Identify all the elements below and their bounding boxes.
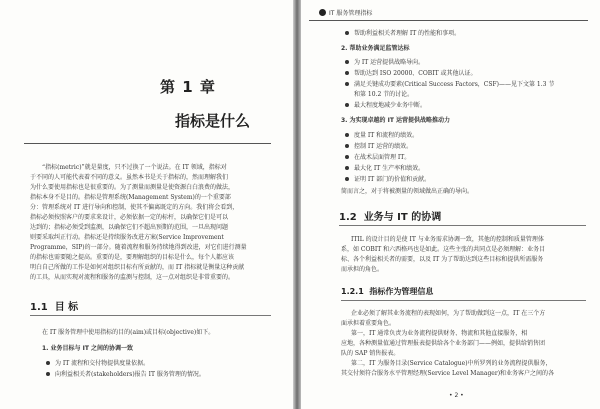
para-line: 队的 SAP 销售报表。	[341, 350, 400, 357]
list-item-text: 向利益相关者(stakeholders)报告 IT 服务管理的情况。	[55, 371, 205, 378]
list-item-text: 控制 IT 运营的绩效。	[354, 143, 413, 150]
para-line: 第一，IT 通常负责为业务流程提供财务、物流和其他直接服务，相	[351, 330, 528, 337]
para-line: 而承担的角色。	[341, 266, 384, 273]
bullet-icon	[46, 361, 50, 365]
para-line: 系，如 COBIT 和六西格玛也是如此。这些主张的共同点是必须理解：业务目	[341, 246, 546, 253]
para-line: 企业必须了解其业务流程的表现如何，为了帮助做到这一点，IT 在三个方	[351, 310, 546, 317]
intro-line: Programme，SIP)的一部分。随着流程和服务持续地得到改进，对它们进行测量	[30, 244, 247, 251]
bullet-icon	[345, 82, 349, 86]
section-number: 1.2	[339, 212, 357, 223]
list-item-text: 最大化 IT 生产率和绩效。	[354, 165, 425, 172]
section-1-1-rule	[30, 315, 271, 316]
intro-line: 指标必须按照客户的要求来设计，必须依据一定的标杆，以确保它们是可以	[30, 214, 229, 221]
page-number: • 2 •	[449, 392, 464, 399]
bullet-icon	[345, 177, 349, 181]
bullet-icon	[345, 166, 349, 170]
right-page	[301, 0, 600, 409]
bullet-icon	[46, 372, 50, 376]
section-1-2-1-heading	[341, 286, 433, 297]
intro-line: “指标(metric)”就是量度，只不过换了一个说法。在 IT 领域，指标对	[42, 164, 227, 171]
para-line: 其交付须符合服务水平管理经理(Service Level Manager)和业务客户之间的各	[341, 370, 555, 377]
running-head-text: IT 服务管理指标	[329, 10, 373, 17]
intro-line: 的指标也需要随之提高。重要的是，要理解组织的目标是什么，每个人都应该	[30, 254, 235, 261]
intro-line: 达到的；指标必须受到监测，以确保它们不超出预期的范围，一旦出现问题	[30, 224, 229, 231]
section-title: 目 标	[54, 302, 79, 313]
bullet-icon	[345, 71, 349, 75]
bullet-icon	[345, 60, 349, 64]
section-title: 业务与 IT 的协调	[363, 212, 442, 223]
intro-line: 指标本身不是目的。指标是管理系统(Management System)的一个重要部	[30, 194, 231, 201]
list-item	[345, 100, 426, 109]
header-dot-icon	[319, 9, 326, 16]
chapter-divider	[24, 143, 271, 144]
section-1-2-1-paragraph	[341, 309, 591, 379]
list-item	[345, 152, 410, 161]
section-title: 指标作为管理信息	[369, 287, 434, 296]
section-number: 1.1	[30, 302, 48, 313]
list-item	[345, 174, 430, 183]
bullet-icon	[345, 31, 349, 35]
list-item	[345, 57, 424, 66]
bullet-icon	[345, 144, 349, 148]
section-1-2-1-rule	[341, 300, 586, 301]
section-1-2-rule	[339, 225, 586, 226]
list-item-text: 最大程度地减少业务中断。	[354, 102, 427, 109]
list-item-text: 证明 IT 部门的价值和贡献。	[354, 176, 431, 183]
item-3-heading: 3. 为实现卓越的 IT 运营提供战略推动力	[341, 117, 451, 124]
bullet-icon	[345, 103, 349, 107]
intro-paragraph	[30, 163, 270, 283]
list-item-text: 帮助达到 ISO 20000、COBIT 或其他认证。	[354, 70, 477, 77]
intro-line: 于不同的人可能代表着不同的意义。虽然本书是关于指标的，然而理解我们	[30, 174, 229, 181]
section-1-1-intro: 在 IT 服务管理中使用指标的目的(aim)或目标(objective)如下。	[42, 329, 215, 336]
list-item-continuation: 和第 10.2 节的讨论。	[354, 91, 414, 98]
book-spine	[293, 0, 301, 409]
intro-line: 明白自己所做的工作是如何对组织目标有所贡献的，而 IT 指标就是衡量这种贡献	[30, 264, 245, 271]
list-item	[345, 141, 412, 150]
list-item	[345, 79, 554, 88]
chapter-title: 指标是什么	[175, 112, 251, 130]
section-1-2-paragraph	[341, 235, 591, 275]
section-number: 1.2.1	[341, 287, 364, 296]
para-line: 标、各个利益相关者的需要，以及 IT 为了帮助达到这些目标和提供所需服务	[341, 256, 544, 263]
list-item	[345, 68, 477, 77]
intro-line: 则要采取纠正行动。指标还是持续服务改进方案(Service Improvement	[30, 234, 224, 241]
list-item	[345, 130, 418, 139]
running-header	[309, 6, 588, 21]
list-item	[345, 28, 460, 37]
intro-line: 的工具，从而实现对流程和服务的监测与控制，这一点对组织是非常重要的。	[30, 274, 235, 281]
left-page	[0, 0, 293, 409]
item-2-heading: 2. 帮助业务满足监管达标	[341, 45, 410, 52]
list-item-text: 为 IT 运营提供战略导向。	[354, 59, 425, 66]
list-item-text: 在战术层面管理 IT。	[354, 154, 411, 161]
intro-line: 为什么要使用指标也是很重要的。为了测量而测量是使资源白白浪费的做法，	[30, 184, 235, 191]
section-1-1-item-1: 1. 业务目标与 IT 之间的协调一致	[42, 345, 134, 352]
chapter-label: 第 1 章	[160, 78, 216, 96]
list-item	[345, 163, 424, 172]
para-line: 第二，IT 为服务目录(Service Catalogue)中所罗列的业务流程提供服务，	[351, 360, 552, 367]
intro-line: 分：管理系统对 IT 进行导向和控制，使其不偏离既定的方向。我们将会看到，	[30, 204, 239, 211]
bullet-icon	[345, 133, 349, 137]
item-3-conclusion: 简而言之，对于将被测量的领域做出正确的导向。	[341, 188, 474, 195]
list-item-text: 为 IT 流程和交付物提供度量依据。	[55, 360, 150, 367]
para-line: 面承担着重要角色。	[341, 320, 396, 327]
list-item-text: 度量 IT 和流程的绩效。	[354, 132, 419, 139]
list-item-text: 满足关键成功要素(Critical Success Factors，CSF)——见下文第 1.3 节	[354, 81, 555, 88]
list-item-text: 帮助利益相关者理解 IT 的性能和事项。	[354, 30, 461, 37]
section-1-2-heading	[339, 208, 441, 223]
bullet-icon	[345, 155, 349, 159]
para-line: ITIL 的设计目的是使 IT 与业务需求协调一致，其他的控制和质量管理体	[351, 236, 544, 243]
para-line: 应地，各种测量值通过管理报表提供给各个业务部门——例如，提供给销售团	[341, 340, 546, 347]
list-item	[46, 369, 205, 378]
list-item	[46, 358, 149, 367]
section-1-1-heading	[30, 298, 78, 313]
